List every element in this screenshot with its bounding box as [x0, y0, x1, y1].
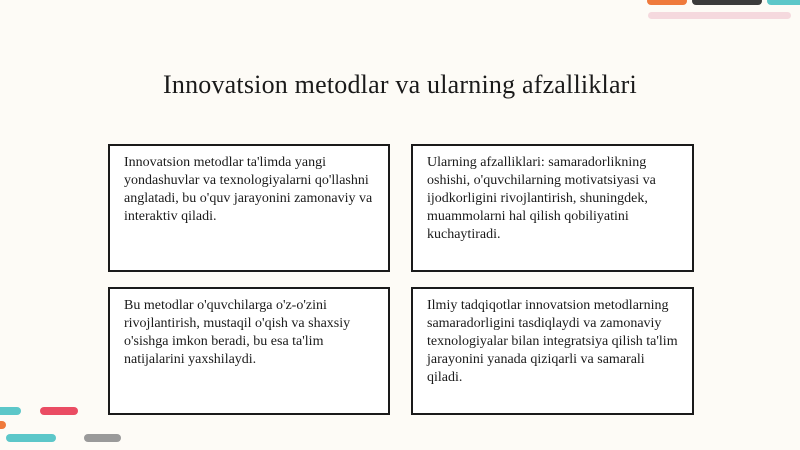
decorative-bar-orange: [647, 0, 687, 5]
decorative-bar-orange-left: [0, 421, 6, 429]
text-card-advantages: Ularning afzalliklari: samaradorlikning oshishi, o'quvchilarning motivatsiyasi va ijodkorligini rivojlantirish, shuningdek, muammolarni hal qilish qobiliyatini kuchaytiradi.: [411, 144, 694, 272]
decorative-bar-gray: [84, 434, 121, 442]
slide-title: Innovatsion metodlar va ularning afzalliklari: [163, 70, 637, 99]
text-card-self-development: Bu metodlar o'quvchilarga o'z-o'zini rivojlantirish, mustaqil o'qish va shaxsiy o'sishga imkon beradi, bu esa ta'lim natijalarini yaxshilaydi.: [108, 287, 390, 415]
text-card-research: Ilmiy tadqiqotlar innovatsion metodlarning samaradorligini tasdiqlaydi va zamonaviy texnologiyalar bilan integratsiya qilish ta'lim jarayonini yanada qiziqarli va samarali qiladi.: [411, 287, 694, 415]
decorative-bar-teal: [767, 0, 800, 5]
decorative-bar-red: [40, 407, 78, 415]
decorative-bar-teal-bottom: [6, 434, 56, 442]
decorative-bar-dark: [692, 0, 762, 5]
decorative-bar-teal-left: [0, 407, 21, 415]
decorative-bar-pink: [648, 12, 791, 19]
text-card-definition: Innovatsion metodlar ta'limda yangi yondashuvlar va texnologiyalarni qo'llashni anglatadi, bu o'quv jarayonini zamonaviy va interaktiv qiladi.: [108, 144, 390, 272]
